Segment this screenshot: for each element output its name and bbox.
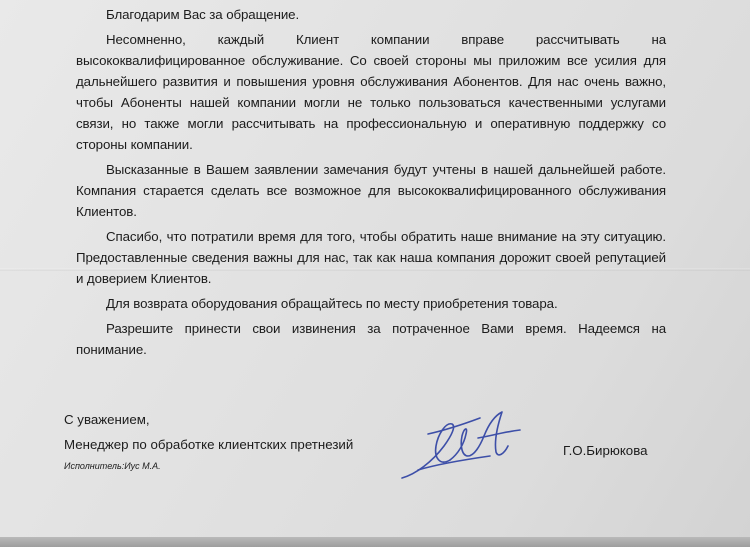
closing-block: [64, 407, 353, 457]
paragraph-remarks: Высказанные в Вашем заявлении замечания будут учтены в нашей дальнейшей работе. Компания старается сделать все возможное для высококвалифицированного обслуживания Клиентов.: [76, 162, 666, 219]
handwritten-signature: [398, 404, 528, 484]
page-edge-shadow: [0, 537, 750, 547]
position-line: Менеджер по обработке клиентских претнезий: [64, 437, 354, 452]
paragraph-thanks: Спасибо, что потратили время для того, чтобы обратить наше внимание на эту ситуацию. Предоставленные сведения важны для нас, так как наша компания дорожит своей репутацией и доверием Клиентов.: [76, 229, 666, 286]
signer-name: Г.О.Бирюкова: [563, 443, 648, 458]
paragraph-commitment: Несомненно, каждый Клиент компании вправе рассчитывать на высококвалифицированное обслуживание. Со своей стороны мы приложим все усилия для дальнейшего развития и повышения уровня обслуживания Абонентов. Для нас очень важно, чтобы Абоненты нашей компании могли не только пользоваться качественными услугами связи, но также могли рассчитывать на профессиональную и оперативную поддержку со стороны компании.: [76, 32, 666, 152]
letter-body: [76, 4, 666, 364]
paragraph-apology: Разрешите принести свои извинения за потраченное Вами время. Надеемся на понимание.: [76, 321, 666, 357]
paragraph-return: Для возврата оборудования обращайтесь по месту приобретения товара.: [106, 296, 558, 311]
regards-line: С уважением,: [64, 412, 150, 427]
executor-line: Исполнитель:Иус М.А.: [64, 461, 161, 471]
greeting-line: Благодарим Вас за обращение.: [106, 7, 300, 22]
